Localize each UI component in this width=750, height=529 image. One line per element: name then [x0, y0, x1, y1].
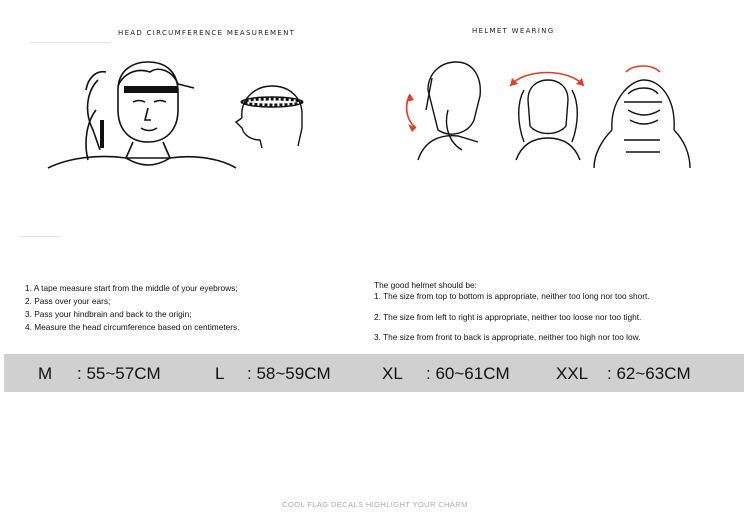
size-label-xxl: XXL	[556, 364, 589, 383]
size-chart-band	[4, 354, 744, 392]
list-item: 1. The size from top to bottom is appropriate, neither too long nor too short.	[374, 291, 650, 301]
measurement-steps	[25, 282, 345, 334]
list-item: 2. The size from left to right is appropriate, neither too loose nor too tight.	[374, 312, 642, 322]
head-profile-illustration	[232, 78, 312, 148]
size-range-xl: : 60~61CM	[426, 364, 510, 383]
size-label-m: M	[38, 364, 53, 383]
size-label-l: L	[215, 364, 225, 383]
divider	[30, 42, 110, 43]
helmet-criteria	[374, 280, 714, 345]
list-item: 1. A tape measure start from the middle of your eyebrows;	[25, 283, 238, 293]
size-range-xxl: : 62~63CM	[607, 364, 691, 383]
size-label-xl: XL	[382, 364, 403, 383]
wearing-title: HELMET WEARING	[472, 27, 555, 35]
head-measure-illustration	[38, 50, 238, 170]
size-range-m: : 55~57CM	[77, 364, 161, 383]
list-item: 3. The size from front to back is appropriate, neither too high nor too low.	[374, 332, 641, 342]
divider	[20, 236, 60, 237]
list-item: 2. Pass over your ears;	[25, 296, 111, 306]
measurement-title: HEAD CIRCUMFERENCE MEASUREMENT	[118, 29, 296, 37]
criteria-intro: The good helmet should be:	[374, 280, 477, 290]
size-range-l: : 58~59CM	[247, 364, 331, 383]
list-item: 3. Pass your hindbrain and back to the origin;	[25, 309, 192, 319]
footer-slogan: COOL FLAG DECALS HIGHLIGHT YOUR CHARM	[282, 500, 468, 509]
helmet-wearing-illustration	[398, 50, 698, 175]
list-item: 4. Measure the head circumference based on centimeters.	[25, 322, 240, 332]
